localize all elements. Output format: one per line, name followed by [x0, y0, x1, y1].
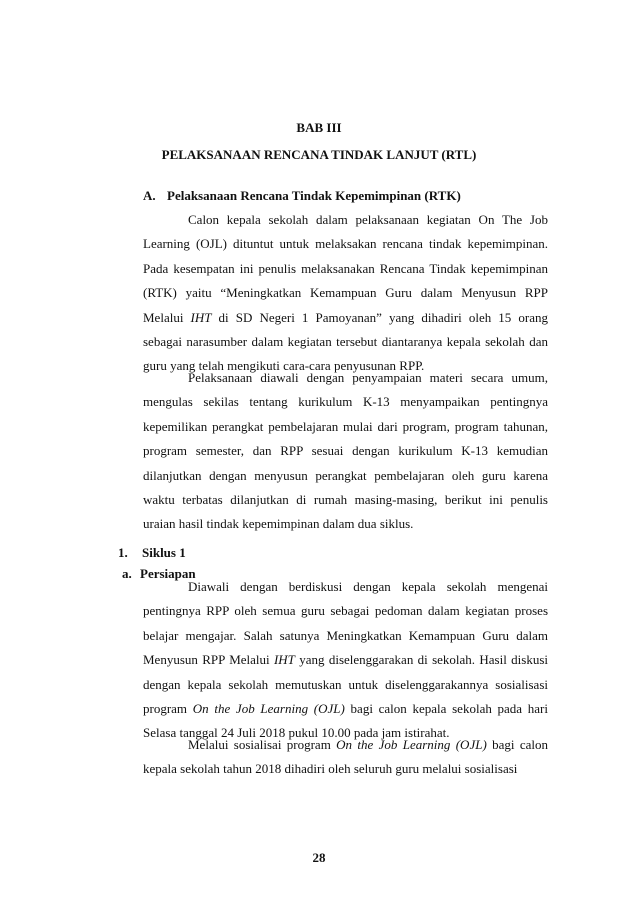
- paragraph-text: Calon kepala sekolah dalam pelaksanaan kegiatan On The Job Learning (OJL) dituntut untuk melaksakan rencana tindak kepemimpinan. Pada kesempatan ini penulis melaksanakan Rencana Tindak kepemimpinan (RTK) yaitu “Meningkatkan Kemampuan Guru dalam Menyusun RPP Melalui: [143, 212, 548, 325]
- paragraph-pelaksanaan: Pelaksanaan diawali dengan penyampaian materi secara umum, mengulas sekilas tentang kurikulum K-13 menyampaikan pentingnya kepemilikan perangkat pembelajaran mulai dari program, program tahunan, program semester, dan RPP sesuai dengan kurikulum K-13 kemudian dilanjutkan dengan menyusun perangkat pembelajaran oleh guru karena waktu terbatas dilanjutkan di rumah masing-masing, berikut ini penulis uraian hasil tindak kepemimpinan dalam dua siklus.: [143, 370, 548, 532]
- list-marker: 1.: [118, 545, 128, 560]
- list-label: Persiapan: [140, 566, 196, 581]
- list-item-siklus: [118, 545, 186, 561]
- paragraph-persiapan: [143, 575, 548, 746]
- chapter-number: BAB III: [296, 120, 342, 135]
- paragraph-rtk-intro: [143, 208, 548, 379]
- list-marker: a.: [122, 566, 132, 581]
- page-number: 28: [312, 850, 326, 865]
- paragraph-italic: On the Job Learning (OJL): [336, 737, 487, 752]
- section-title: Pelaksanaan Rencana Tindak Kepemimpinan (RTK): [167, 188, 461, 203]
- paragraph-sosialisasi: [143, 733, 548, 782]
- paragraph-text: Melalui sosialisai program: [188, 737, 337, 752]
- chapter-title: PELAKSANAAN RENCANA TINDAK LANJUT (RTL): [161, 147, 477, 162]
- section-marker: A.: [143, 188, 156, 203]
- paragraph-text: bagi calon kepala sekolah tahun 2018 dihadiri oleh seluruh guru melalui sosialisasi: [143, 737, 548, 777]
- paragraph-text: di SD Negeri 1 Pamoyanan” yang dihadiri oleh 15 orang sebagai narasumber dalam kegiatan tersebut diantaranya kepala sekolah dan guru yang telah mengikuti cara-cara penyusunan RPP.: [143, 309, 548, 374]
- list-label: Siklus 1: [142, 545, 186, 560]
- paragraph-italic: IHT: [190, 309, 212, 325]
- section-heading: [143, 188, 461, 204]
- paragraph-text: Diawali dengan berdiskusi dengan kepala sekolah mengenai pentingnya RPP oleh semua guru sebagai pedoman dalam kegiatan proses belajar mengajar. Salah satunya Meningkatkan Kemampuan Guru dalam Menyusun RPP Melalui: [143, 579, 548, 668]
- paragraph-text: bagi calon kepala sekolah pada hari Selasa tanggal 24 Juli 2018 pukul 10.00 pada jam istirahat.: [143, 701, 548, 741]
- paragraph-italic: On the Job Learning (OJL): [192, 701, 345, 717]
- paragraph-text: yang diselenggarakan di sekolah. Hasil diskusi dengan kepala sekolah memutuskan untuk diselenggarakannya sosialisasi program: [143, 652, 548, 717]
- paragraph-italic: IHT: [273, 652, 295, 668]
